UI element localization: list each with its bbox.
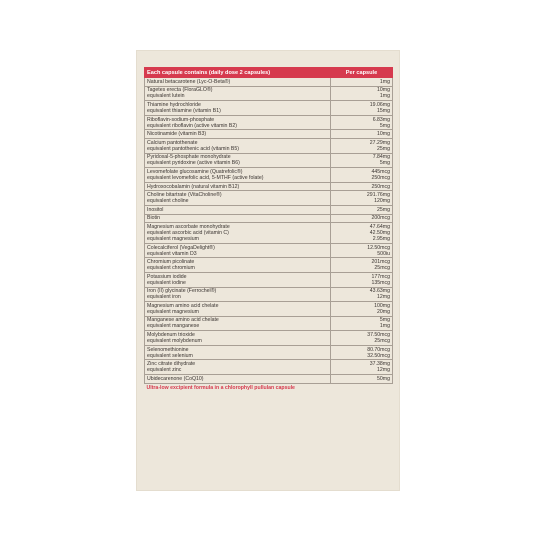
ingredient-row <box>145 243 393 258</box>
ingredient-name-cell <box>145 360 331 375</box>
ingredient-amount-cell <box>331 214 393 223</box>
ingredient-equivalent: equivalent zinc <box>147 367 182 374</box>
ingredient-equivalent: equivalent lutein <box>147 93 185 100</box>
ingredient-row <box>145 86 393 101</box>
ingredient-amount: 37.50mcg <box>367 332 390 339</box>
ingredient-equivalent: equivalent iron <box>147 294 181 301</box>
ingredient-equivalent: equivalent thiamine (vitamin B1) <box>147 107 221 114</box>
ingredient-amount: 10mg <box>377 131 390 138</box>
ingredient-name-cell <box>145 168 331 183</box>
ingredient-amount-cell <box>331 345 393 360</box>
ingredient-amount: 100mg <box>374 302 390 309</box>
ingredient-row <box>145 345 393 360</box>
ingredient-name: Hydroxocobalamin (natural vitamin B12) <box>147 183 240 190</box>
ingredient-amount: 25mg <box>377 206 390 213</box>
ingredient-amount: 27.29mg <box>369 139 390 146</box>
ingredient-name-cell <box>145 375 331 384</box>
ingredient-amount: 1mg <box>379 78 390 85</box>
ingredient-equivalent: equivalent choline <box>147 198 189 205</box>
ingredient-amount-cell <box>331 302 393 317</box>
ingredient-amount-cell <box>331 101 393 116</box>
ingredient-amount: 12mg <box>377 367 390 374</box>
ingredient-amount-cell <box>331 258 393 273</box>
ingredient-name: Chromium picolinate <box>147 259 195 266</box>
ingredient-name-cell <box>145 272 331 287</box>
ingredient-amount-cell <box>331 138 393 153</box>
ingredient-amount-cell <box>331 168 393 183</box>
ingredient-name: Ubidecarenone (CoQ10) <box>147 375 204 382</box>
ingredient-amount: 32.50mcg <box>367 352 390 359</box>
ingredient-amount: 25mcg <box>374 265 390 272</box>
ingredient-name: Tagetes erecta (FloraGLO®) <box>147 87 213 94</box>
ingredient-name: Potassium iodide <box>147 273 187 280</box>
ingredient-amount: 200mcg <box>371 215 390 222</box>
ingredient-name: Magnesium amino acid chelate <box>147 302 219 309</box>
ingredient-name: Pyridoxal-5-phosphate monohydrate <box>147 154 231 161</box>
ingredient-amount: 177mcg <box>371 273 390 280</box>
ingredient-row <box>145 214 393 223</box>
ingredient-row <box>145 302 393 317</box>
ingredient-amount: 250mcg <box>371 174 390 181</box>
footer-note: Ultra-low excipient formula in a chlorophyll pullulan capsule <box>146 385 295 392</box>
ingredient-amount-cell <box>331 287 393 302</box>
ingredient-amount-cell <box>331 316 393 331</box>
ingredient-amount: 120mg <box>374 198 390 205</box>
ingredient-name-cell <box>145 205 331 214</box>
ingredient-name: Levomefolate glucosamine (Quatrefolic®) <box>147 168 243 175</box>
ingredient-amount: 135mcg <box>371 279 390 286</box>
ingredient-row <box>145 223 393 244</box>
ingredient-amount-cell <box>331 272 393 287</box>
ingredient-name: Choline bitartrate (VitaCholine®) <box>147 192 222 199</box>
ingredient-name: Selenomethionine <box>147 346 189 353</box>
ingredient-equivalent: equivalent magnesium <box>147 235 199 242</box>
ingredient-name: Iron (II) glycinate (Ferrochel®) <box>147 288 217 295</box>
ingredient-name-cell <box>145 101 331 116</box>
ingredient-amount: 5mg <box>379 160 390 167</box>
ingredient-name: Manganese amino acid chelate <box>147 317 219 324</box>
ingredient-name-cell <box>145 115 331 130</box>
ingredient-amount: 12mg <box>377 294 390 301</box>
ingredient-amount: 19.06mg <box>369 101 390 108</box>
ingredient-amount: 80.70mcg <box>367 346 390 353</box>
ingredient-name-cell <box>145 191 331 206</box>
ingredient-name: Thiamine hydrochloride <box>147 101 201 108</box>
ingredient-amount: 5mg <box>379 317 390 324</box>
ingredient-name-cell <box>145 258 331 273</box>
ingredient-row <box>145 331 393 346</box>
ingredient-amount: 10mg <box>377 87 390 94</box>
ingredient-row <box>145 182 393 191</box>
ingredient-name: Molybdenum trioxide <box>147 332 195 339</box>
ingredient-row <box>145 101 393 116</box>
ingredient-amount-cell <box>331 130 393 139</box>
ingredient-equivalent: equivalent pyridoxine (active vitamin B6) <box>147 160 240 167</box>
ingredient-name-cell <box>145 153 331 168</box>
ingredient-amount: 43.63mg <box>369 288 390 295</box>
ingredient-amount: 1mg <box>379 93 390 100</box>
ingredient-amount: 445mcg <box>371 168 390 175</box>
ingredient-equivalent: equivalent selenium <box>147 352 193 359</box>
ingredient-equivalent: equivalent riboflavin (active vitamin B2) <box>147 122 237 129</box>
ingredient-amount: 37.38mg <box>369 361 390 368</box>
ingredient-row <box>145 375 393 384</box>
ingredient-amount-cell <box>331 205 393 214</box>
ingredient-amount-cell <box>331 223 393 244</box>
ingredient-amount: 50mg <box>377 375 390 382</box>
ingredient-amount-cell <box>331 182 393 191</box>
ingredient-name-cell <box>145 302 331 317</box>
ingredient-amount: 250mcg <box>371 183 390 190</box>
ingredient-amount-cell <box>331 360 393 375</box>
table-header-row <box>145 68 393 78</box>
ingredient-amount: 47.64mg <box>369 223 390 230</box>
ingredient-amount-cell <box>331 153 393 168</box>
ingredient-name: Magnesium ascorbate monohydrate <box>147 223 230 230</box>
ingredient-equivalent: equivalent pantothenic acid (vitamin B5) <box>147 145 239 152</box>
ingredient-amount-cell <box>331 78 393 87</box>
ingredient-rows <box>145 78 393 384</box>
ingredient-name: Natural betacarotene (Lyc-O-Beta®) <box>147 78 231 85</box>
ingredient-name-cell <box>145 345 331 360</box>
ingredient-amount: 25mcg <box>374 338 390 345</box>
ingredient-row <box>145 272 393 287</box>
ingredient-amount-cell <box>331 375 393 384</box>
ingredient-amount: 1mg <box>379 323 390 330</box>
ingredient-amount: 201mcg <box>371 259 390 266</box>
ingredient-name: Nicotinamide (vitamin B3) <box>147 131 207 138</box>
ingredient-amount: 15mg <box>377 107 390 114</box>
ingredient-equivalent: equivalent levomefolic acid, 5-MTHF (active folate) <box>147 174 264 181</box>
ingredient-name-cell <box>145 86 331 101</box>
ingredient-amount-cell <box>331 191 393 206</box>
ingredient-amount: 25mg <box>377 145 390 152</box>
ingredient-name-cell <box>145 182 331 191</box>
ingredient-amount-cell <box>331 331 393 346</box>
ingredient-name: Zinc citrate dihydrate <box>147 361 196 368</box>
ingredient-name: Calcium pantothenate <box>147 139 198 146</box>
ingredient-amount: 500iu <box>377 250 390 257</box>
ingredient-name-cell <box>145 316 331 331</box>
ingredient-amount: 2.95mg <box>372 235 390 242</box>
ingredient-row <box>145 316 393 331</box>
ingredient-amount-cell <box>331 115 393 130</box>
ingredient-amount-cell <box>331 86 393 101</box>
ingredient-name-cell <box>145 287 331 302</box>
ingredient-amount: 7.84mg <box>372 154 390 161</box>
ingredient-amount: 42.50mg <box>369 229 390 236</box>
ingredient-row <box>145 168 393 183</box>
ingredient-amount: 12.50mcg <box>367 244 390 251</box>
ingredient-name-cell <box>145 214 331 223</box>
ingredient-row <box>145 130 393 139</box>
ingredient-row <box>145 258 393 273</box>
ingredient-row <box>145 78 393 87</box>
ingredient-amount: 6.83mg <box>372 116 390 123</box>
ingredient-name-cell <box>145 130 331 139</box>
ingredient-equivalent: equivalent iodine <box>147 279 186 286</box>
supplement-facts-table <box>144 67 393 392</box>
ingredient-amount: 291.76mg <box>366 192 390 199</box>
ingredient-name-cell <box>145 243 331 258</box>
ingredient-name: Riboflavin-sodium-phosphate <box>147 116 215 123</box>
ingredient-name: Biotin <box>147 215 160 222</box>
ingredient-row <box>145 138 393 153</box>
ingredient-name-cell <box>145 223 331 244</box>
ingredient-name-cell <box>145 78 331 87</box>
ingredient-name: Inositol <box>147 206 164 213</box>
amount-column-header: Per capsule <box>331 68 393 78</box>
ingredient-amount: 5mg <box>379 122 390 129</box>
ingredient-equivalent: equivalent chromium <box>147 265 195 272</box>
ingredient-column-header: Each capsule contains (daily dose 2 capsules) <box>145 68 331 78</box>
ingredient-name-cell <box>145 138 331 153</box>
ingredient-name: Colecalciferol (VegaDelight®) <box>147 244 215 251</box>
ingredient-row <box>145 360 393 375</box>
ingredient-row <box>145 191 393 206</box>
ingredient-equivalent: equivalent magnesium <box>147 308 199 315</box>
ingredient-name-cell <box>145 331 331 346</box>
ingredient-amount: 20mg <box>377 308 390 315</box>
supplement-label-card <box>136 50 400 491</box>
ingredient-equivalent: equivalent ascorbic acid (vitamin C) <box>147 229 229 236</box>
ingredient-amount-cell <box>331 243 393 258</box>
ingredient-row <box>145 205 393 214</box>
ingredient-equivalent: equivalent vitamin D3 <box>147 250 197 257</box>
ingredient-row <box>145 115 393 130</box>
ingredient-equivalent: equivalent molybdenum <box>147 338 202 345</box>
footer-row <box>145 383 393 392</box>
ingredient-row <box>145 153 393 168</box>
ingredient-row <box>145 287 393 302</box>
ingredient-equivalent: equivalent manganese <box>147 323 200 330</box>
